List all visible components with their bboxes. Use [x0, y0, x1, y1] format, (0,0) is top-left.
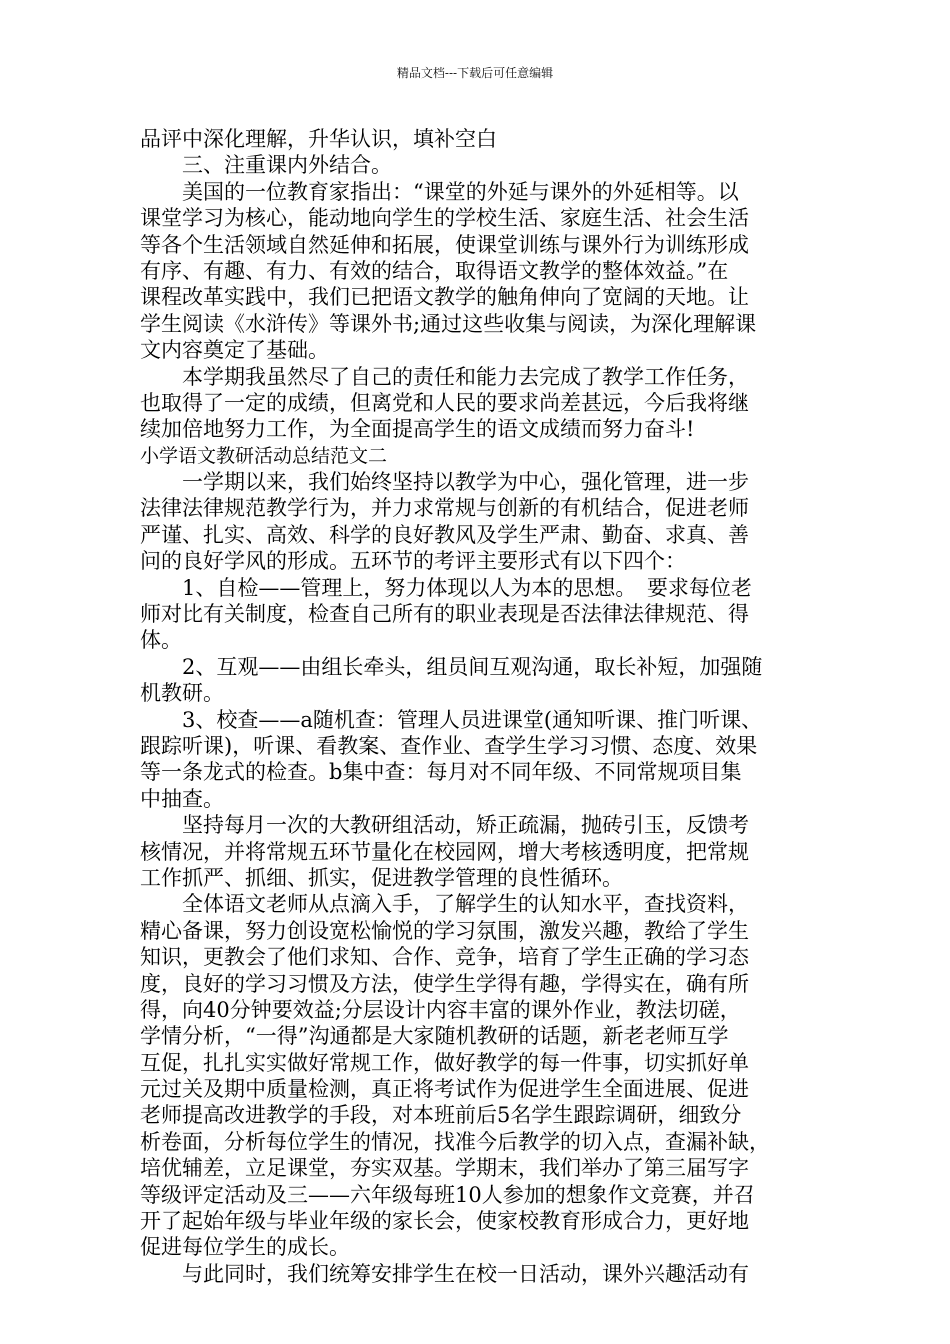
text-line: 严谨、扎实、高效、科学的良好教风及学生严肃、勤奋、求真、善	[140, 522, 749, 547]
text-line: 本学期我虽然尽了自己的责任和能力去完成了教学工作任务，	[182, 364, 749, 389]
text-line: 美国的一位教育家指出：“课堂的外延与课外的外延相等。以	[182, 179, 739, 204]
text-line: 也取得了一定的成绩，但离党和人民的要求尚差甚远，今后我将继	[140, 390, 749, 415]
text-line: 品评中深化理解，升华认识，填补空白	[140, 127, 497, 151]
text-line: 法律法律规范教学行为，并力求常规与创新的有机结合，促进老师	[140, 496, 749, 521]
text-line: 度，良好的学习习惯及方法，使学生学得有趣，学得实在，确有所	[140, 971, 749, 996]
text-line: 精心备课，努力创设宽松愉悦的学习氛围，激发兴趣，教给了学生	[140, 918, 749, 943]
page-header: 精品文档---下载后可任意编辑	[396, 66, 554, 80]
text-line: 互促，扎扎实实做好常规工作，做好教学的每一件事，切实抓好单	[140, 1050, 749, 1075]
text-line: 开了起始年级与毕业年级的家长会，使家校教育形成合力，更好地	[140, 1209, 749, 1234]
text-line: 体。	[140, 628, 182, 653]
text-line: 等级评定活动及三——六年级每班10人参加的想象作文竞赛，并召	[140, 1182, 755, 1207]
text-line: 培优辅差，立足课堂，夯实双基。学期末，我们举办了第三届写字	[140, 1156, 749, 1181]
text-line: 中抽查。	[140, 786, 224, 811]
text-line: 1、自检——管理上，努力体现以人为本的思想。 要求每位老	[182, 575, 752, 600]
text-line: 2、互观——由组长牵头，组员间互观沟通，取长补短，加强随	[182, 654, 763, 679]
text-line: 元过关及期中质量检测，真正将考试作为促进学生全面进展、促进	[140, 1077, 749, 1102]
text-line: 知识，更教会了他们求知、合作、竞争，培育了学生正确的学习态	[140, 945, 749, 970]
text-line: 与此同时，我们统筹安排学生在校一日活动，课外兴趣活动有	[182, 1261, 749, 1286]
text-line: 全体语文老师从点滴入手，了解学生的认知水平，查找资料，	[182, 892, 749, 917]
text-line: 促进每位学生的成长。	[140, 1235, 350, 1260]
text-line: 三、注重课内外结合。	[182, 153, 392, 178]
text-line: 等一条龙式的检查。b集中查：每月对不同年级、不同常规项目集	[140, 760, 742, 785]
text-line: 学生阅读《水浒传》等课外书;通过这些收集与阅读，为深化理解课	[140, 311, 757, 336]
text-line: 核情况，并将常规五环节量化在校园网，增大考核透明度，把常规	[140, 839, 749, 864]
text-line: 等各个生活领域自然延伸和拓展，使课堂训练与课外行为训练形成	[140, 232, 749, 257]
text-line: 得，向40分钟要效益;分层设计内容丰富的课外作业，教法切磋，	[140, 997, 741, 1022]
section-heading: 小学语文教研活动总结范文二	[140, 444, 388, 467]
text-line: 析卷面，分析每位学生的情况，找准今后教学的切入点，查漏补缺，	[140, 1129, 770, 1154]
text-line: 有序、有趣、有力、有效的结合，取得语文教学的整体效益。”在	[140, 258, 729, 283]
text-line: 坚持每月一次的大教研组活动，矫正疏漏，抛砖引玉，反馈考	[182, 813, 749, 838]
text-line: 问的良好学风的形成。五环节的考评主要形式有以下四个：	[140, 549, 686, 574]
text-line: 一学期以来，我们始终坚持以教学为中心，强化管理，进一步	[182, 470, 749, 495]
text-line: 学情分析，“一得”沟通都是大家随机教研的话题，新老老师互学	[140, 1024, 729, 1049]
text-line: 跟踪听课)，听课、看教案、查作业、查学生学习习惯、态度、效果	[140, 733, 758, 758]
text-line: 课程改革实践中，我们已把语文教学的触角伸向了宽阔的天地。让	[140, 285, 749, 310]
text-line: 老师提高改进教学的手段，对本班前后5名学生跟踪调研，细致分	[140, 1103, 742, 1128]
text-line: 课堂学习为核心，能动地向学生的学校生活、家庭生活、社会生活	[140, 206, 749, 231]
text-line: 机教研。	[140, 681, 224, 706]
text-line: 文内容奠定了基础。	[140, 338, 329, 363]
text-line: 师对比有关制度，检查自己所有的职业表现是否法律法律规范、得	[140, 602, 749, 627]
document-body	[140, 126, 828, 1287]
text-line: 续加倍地努力工作，为全面提高学生的语文成绩而努力奋斗!	[140, 417, 695, 442]
text-line: 工作抓严、抓细、抓实，促进教学管理的良性循环。	[140, 865, 623, 890]
text-line: 3、校查——a随机查：管理人员进课堂(通知听课、推门听课、	[182, 707, 763, 732]
